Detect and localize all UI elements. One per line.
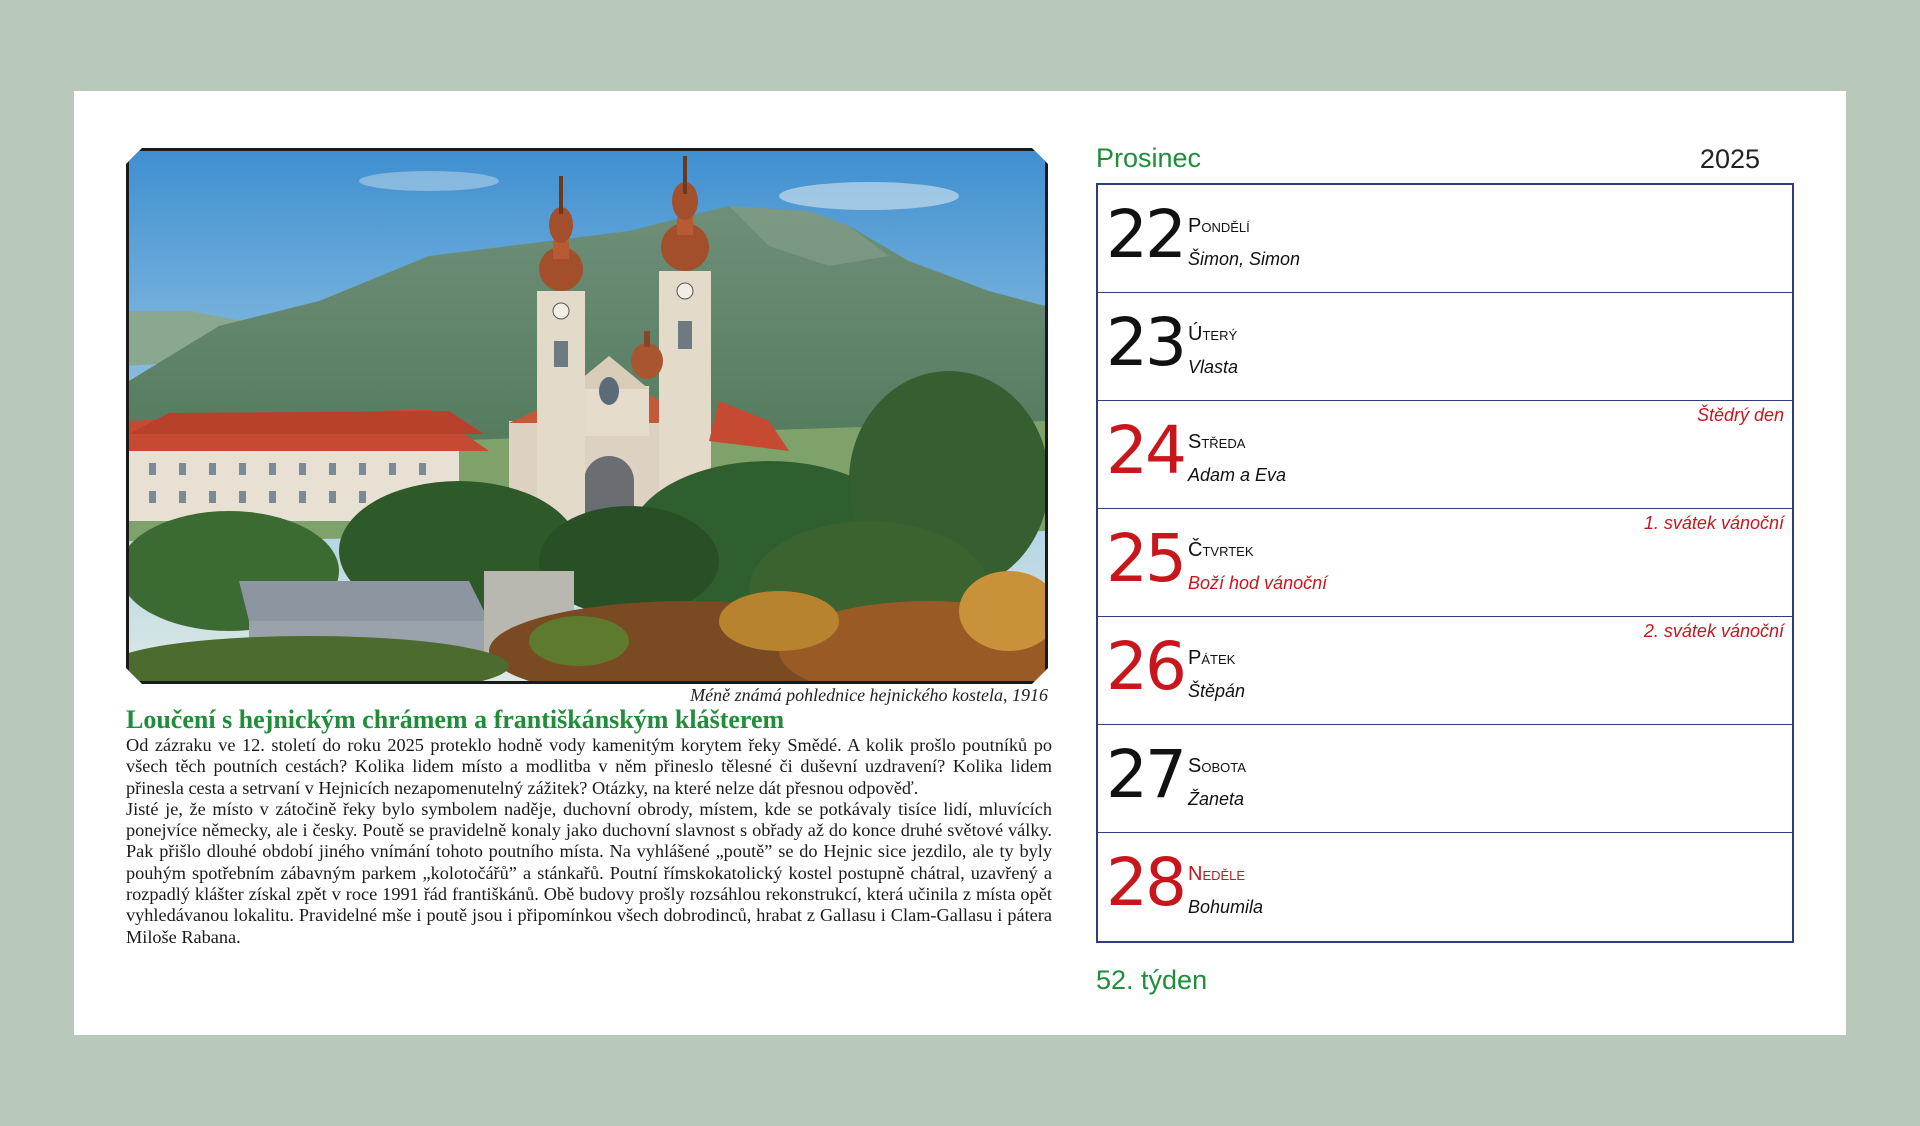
day-number: 27 xyxy=(1106,736,1184,813)
weekday-name: Sobota xyxy=(1188,755,1246,777)
year: 2025 xyxy=(1699,144,1760,174)
day-number: 26 xyxy=(1106,628,1184,705)
name-day: Šimon, Simon xyxy=(1188,249,1301,269)
weekday-name: Středa xyxy=(1188,431,1246,453)
church-landscape-illustration xyxy=(129,151,1045,681)
day-row-25 xyxy=(1098,509,1792,617)
name-day: Bohumila xyxy=(1188,897,1264,917)
weekday-name: Neděle xyxy=(1188,863,1246,885)
article-paragraph: Jisté je, že místo v zátočině řeky bylo symbolem naděje, duchovní obrody, místem, kde se potkávaly tisíce lidí, mluvících ponejvíce německy, ale i česky. Poutě se pravidelně konaly jako duchovní slavnost s obřady až do konce druhé světové války. Pak přišlo dlouhé období jiného vnímání tohoto poutního místa. Na vyhlášené „poutě” se do Hejnic sice jezdilo, ale ty byly pouhým spotřebním zábavným parkem „kolotočářů” a stánkařů. Poutní římskokatolický kostel postupně chátral, uzavřený a rozpadlý klášter získal zpět v roce 1991 řád františkánů. Obě budovy prošly rozsáhlou rekonstrukcí, která učinila z místa opět vyhledávanou lokalitu. Pravidelné mše i poutě jsou i připomínkou všech dobrodinců, hrabat z Gallasu i Clam-Gallasu i pátera Miloše Rabana. xyxy=(126,798,1052,947)
day-number: 24 xyxy=(1106,412,1184,489)
name-day: Žaneta xyxy=(1188,789,1245,809)
day-row-28 xyxy=(1098,833,1792,941)
day-number: 28 xyxy=(1106,844,1184,921)
month-name: Prosinec xyxy=(1096,143,1202,173)
day-row-23 xyxy=(1098,293,1792,401)
weekday-name: Pondělí xyxy=(1188,215,1250,237)
holiday-label: 2. svátek vánoční xyxy=(1643,621,1784,641)
name-day: Štěpán xyxy=(1188,681,1246,701)
day-row-24 xyxy=(1098,401,1792,509)
weekday-name: Pátek xyxy=(1188,647,1236,669)
holiday-label: 1. svátek vánoční xyxy=(1643,513,1784,533)
image-caption: Méně známá pohlednice hejnického kostela, 1916 xyxy=(690,685,1048,705)
week-days-list xyxy=(1096,183,1794,943)
day-row-27 xyxy=(1098,725,1792,833)
weekday-name: Úterý xyxy=(1188,323,1238,345)
article-paragraph: Od zázraku ve 12. století do roku 2025 proteklo hodně vody kamenitým korytem řeky Smědé. A kolik prošlo poutníků po všech těch poutních cestách? Kolika lidem místo a modlitba v něm přineslo tělesné či duševní uzdravení? Kolika lidem přinesla cesta a setrvaní v Hejnicích nezapomenutelný zážitek? Otázky, na které nelze dát přesnou odpověď. xyxy=(126,735,1052,798)
postcard-image xyxy=(126,148,1048,684)
calendar-page xyxy=(74,91,1846,1035)
day-number: 23 xyxy=(1106,304,1184,381)
day-number: 25 xyxy=(1106,520,1184,597)
name-day: Boží hod vánoční xyxy=(1188,573,1328,593)
day-row-22 xyxy=(1098,185,1792,293)
name-day: Vlasta xyxy=(1188,357,1239,377)
week-number: 52. týden xyxy=(1096,965,1208,995)
name-day: Adam a Eva xyxy=(1188,465,1287,485)
holiday-label: Štědrý den xyxy=(1696,405,1784,425)
article-title: Loučení s hejnickým chrámem a františkánským klášterem xyxy=(126,705,785,734)
day-number: 22 xyxy=(1106,196,1184,273)
article-body xyxy=(126,735,1052,948)
weekday-name: Čtvrtek xyxy=(1188,539,1254,561)
day-row-26 xyxy=(1098,617,1792,725)
